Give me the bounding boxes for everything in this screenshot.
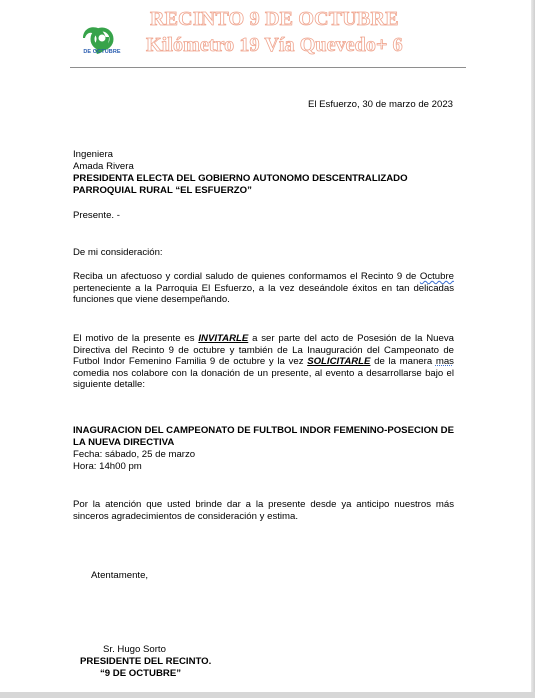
solicitarle-emphasis: SOLICITARLE xyxy=(307,356,371,368)
greeting: De mi consideración: xyxy=(73,247,163,258)
paragraph-greeting xyxy=(73,271,454,306)
sign-off: Atentamente, xyxy=(91,570,149,581)
paragraph-invitation-part2: a ser parte del acto de Posesión de la Nueva Directiva del Recinto 9 de octubre y también de La Inauguración del Campeonato de Futbol Indor Femenino Familia 9 de octubre y la vez xyxy=(73,333,454,368)
closing-paragraph: Por la atención que usted brinde dar a la presente desde ya anticipo nuestros más sinceros agradecimientos de consideración y estima. xyxy=(73,499,454,522)
page-bottom-strip xyxy=(0,692,535,698)
paragraph-invitation xyxy=(73,333,454,391)
presente-line: Presente. - xyxy=(73,210,120,221)
letterhead-title: RECINTO 9 DE OCTUBRE xyxy=(150,8,399,30)
paragraph-invitation-part1: El motivo de la presente es xyxy=(73,333,199,344)
signer-role-line2: “9 DE OCTUBRE” xyxy=(100,668,182,679)
letterhead-divider xyxy=(70,67,466,68)
grammar-flagged-word: mas xyxy=(435,356,454,368)
misspelled-word: Octubre xyxy=(419,271,454,282)
paragraph-greeting-part1: Reciba un afectuoso y cordial saludo de quienes conformamos el Recinto 9 de xyxy=(73,271,420,282)
letterhead-address: Kilómetro 19 Vía Quevedo+ 6 xyxy=(146,34,403,56)
letter-date: El Esfuerzo, 30 de marzo de 2023 xyxy=(307,99,453,110)
event-title: INAGURACION DEL CAMPEONATO DE FULTBOL INDOR FEMENINO-POSECION DE LA NUEVA DIRECTIVA xyxy=(73,425,454,448)
paragraph-invitation-part3: de la manera xyxy=(370,356,436,368)
signer-role-line1: PRESIDENTE DEL RECINTO. xyxy=(80,656,212,667)
event-date: Fecha: sábado, 25 de marzo xyxy=(73,449,196,460)
signer-name: Sr. Hugo Sorto xyxy=(103,644,166,655)
paragraph-greeting-part2: perteneciente a la Parroquia El Esfuerzo, a la vez deseándole éxitos en tan delicadas funciones que viene desempeñando. xyxy=(73,282,454,306)
recipient-title: Ingeniera xyxy=(73,149,114,160)
logo-label: DE OCTUBRE xyxy=(83,49,121,55)
paragraph-invitation-part4: comedia nos colabore con la donación de un presente, al evento a desarrollarse bajo el siguiente detalle: xyxy=(73,367,454,391)
invitarle-emphasis: INVITARLE xyxy=(198,333,249,344)
event-time: Hora: 14h00 pm xyxy=(73,461,142,472)
page-right-shadow xyxy=(531,0,535,698)
recipient-position-line1: PRESIDENTA ELECTA DEL GOBIERNO AUTONOMO DESCENTRALIZADO xyxy=(73,173,408,184)
recipient-name: Amada Rivera xyxy=(73,161,134,172)
recipient-position-line2: PARROQUIAL RURAL “EL ESFUERZO” xyxy=(73,185,252,196)
